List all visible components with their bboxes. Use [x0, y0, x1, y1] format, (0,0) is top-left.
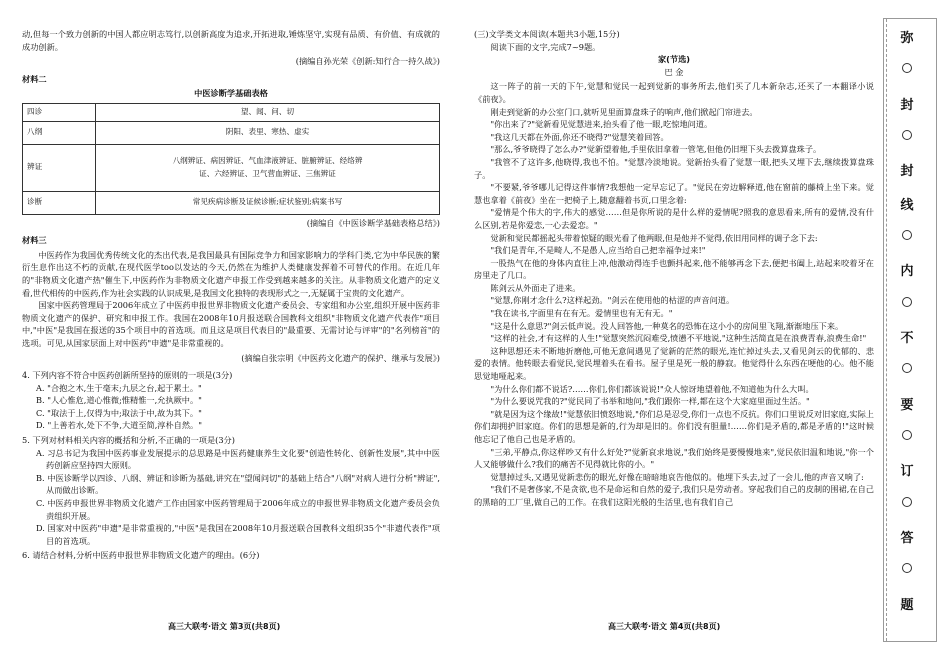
story-paragraph: 觉慧掉过头,又遇见觉新悲伤的眼光,好像在暗暗地哀告他似的。他埋下头去,过了一会儿,他的声音又响了:: [490, 471, 864, 482]
material-3-paragraph: 国家中医药管理局于2006年成立了中医药申报世界非物质文化遗产委员会、专家组和办公室,组织开展中医药非物质文化遗产的保护、研究和申报工作。我国在2008年10月报送联合国教科文组织"非物质文化遗产代表作"项目中,"中医"是我国在报送的35个项目中的首选项。而且这是项目代表目的"最重要、无需讨论与评审"的"名列榜首"的选项。可见,从国家层面上对中医药"申遗"是非常重视的。: [22, 300, 440, 348]
source-note-1: (摘编自孙光荣《创新:知行合一持久战》): [295, 56, 440, 67]
binding-char: 线: [900, 197, 914, 213]
binding-circle-icon: [902, 497, 912, 507]
source-note-3: (摘编自张宗明《中医药文化遗产的保护、继承与发展》): [241, 352, 440, 363]
table-row: [23, 121, 440, 144]
story-paragraph: "这样的社会,才有这样的人生!"觉慧突然沉闷难受,愤懑不平地说,"这种生活简直是在浪费青春,浪费生命!": [490, 333, 867, 344]
instruction-text: 阅读下面的文字,完成7~9题。: [490, 41, 601, 52]
table-row: [23, 191, 440, 214]
left-page-footer: 高三大联考·语文 第3页(共8页): [168, 622, 281, 631]
binding-char: 答: [900, 531, 914, 546]
story-paragraph: "我们是青年,不是畸人,不是愚人,应当给自己把幸福争过来!": [490, 245, 706, 256]
table-cell-value: 望、闻、问、切: [96, 103, 440, 121]
section-heading: (三)文学类文本阅读(本题共3小题,15分): [474, 29, 620, 39]
table-cell-key: 辨证: [23, 144, 96, 191]
story-paragraph: "爱情是个伟大的字,伟大的感觉……但是你所说的是什么样的爱情呢?照我的意思看来,所有的爱情,没有什么区别,若是你爱恋,一心去爱恋。": [474, 207, 874, 230]
binding-circle-icon: [902, 63, 912, 73]
source-note-2: (摘编自《中医诊断学基础表格总结》): [306, 217, 440, 228]
story-paragraph: "这是什么意思?"剑云低声说。没人回答他,一种莫名的恐怖在这小小的房间里飞翔,渐渐地压下来。: [490, 320, 844, 331]
story-title: 家(节选): [657, 54, 691, 65]
binding-circle-icon: [902, 430, 912, 440]
intro-paragraph: 动,但每一个致力创新的中国人都应明志笃行,以创新高度为追求,开拓进取,锤炼坚守,实现有品质、有价值、有成就的成功创新。: [22, 29, 440, 52]
story-body: [474, 80, 874, 508]
story-paragraph: 觉新和觉民都摇起头带着惊疑的眼光看了他两眼,但是他并不觉得,依旧用同样的调子念下去:: [490, 232, 818, 243]
table-title: 中医诊断学基础表格: [194, 88, 268, 99]
binding-char: 封: [900, 164, 914, 180]
material-3-paragraph: 中医药作为我国优秀传统文化的杰出代表,是我国最具有国际竞争力和国家影响力的学科门类,它为中华民族的繁衍生息作出这不朽的贡献,在现代医学too以发达的今天,仍然在为维护人类健康发挥着不可替代的作用。在近几年的"非物质文化遗产热"催生下,中医药作为非物质文化遗产申报工作受到越来越多的关注。从非物质文化遗产的定义看,世代相传的中医药,作为社会实践的认识成果,是我国文化独特的表现形式之一,无疑属于宝贵的文化遗产。: [22, 249, 440, 298]
binding-circle-icon: [902, 563, 912, 573]
binding-line: [886, 19, 887, 641]
table-row: [23, 144, 440, 191]
binding-char: 题: [900, 597, 914, 613]
table-row: [23, 103, 440, 121]
question-4: 4. 下列内容不符合中医药创新所坚持的原则的一项是(3分): [22, 370, 233, 381]
binding-circle-icon: [902, 363, 912, 373]
story-author: 巴 金: [664, 66, 684, 77]
binding-char: 弥: [900, 31, 914, 46]
question-4-option: B. "人心惟危,道心惟微;惟精惟一,允执厥中。": [36, 395, 202, 406]
story-paragraph: "那么,爷爷晓得了怎么办?"觉新望着他,手里依旧拿着一管笔,但他仍旧埋下头去拨算盘珠子。: [490, 144, 822, 155]
right-page-footer: 高三大联考·语文 第4页(共8页): [608, 622, 721, 631]
binding-circle-icon: [902, 130, 912, 140]
story-paragraph: 这种思想还未不断地折磨他,可他无意间遇见了觉新的茫然的眼光,连忙掉过头去,又看见剑云的优郁的、悲爱的表情。他转眼去看觉民,觉民埋着头在看书。屋子里是死一般的静寂。他觉得什么东西在哽他的心。他不能思觉地哑起来。: [474, 345, 874, 382]
table-cell-key: 诊断: [23, 191, 96, 214]
story-paragraph: 刚走到觉新的办公室门口,就听见里面算盘珠子的响声,他们掀起门帘进去。: [490, 106, 758, 117]
binding-circle-icon: [902, 230, 912, 240]
right-page: [474, 28, 874, 509]
table-cell-key: 八纲: [23, 121, 96, 144]
table-cell-value: 阴阳、表里、寒热、虚实: [96, 121, 440, 144]
question-5-option: C. 中医药申报世界非物质文化遗产工作由国家中医药管理局于2006年成立的申报世界非物质文化遗产委员会负责组织开展。: [36, 498, 440, 521]
binding-char: 封: [900, 97, 914, 113]
story-paragraph: "我们不是奢侈家,不是贪欲,也不是命运和自然的爱子,我们只是劳动者。穿起我们自己的皮制的围裙,在自己的黑暗的工厂里,做自己的工作。在我们这阳光般的生活里,也有我们自己: [474, 484, 874, 507]
story-paragraph: "三弟,平静点,你这样吵又有什么好处?"觉新哀求地说,"我们始终是要慢慢地来",觉民依旧温和地说,"你一个人又能够做什么?我们的痛苦不见得就比你的小。": [474, 446, 874, 470]
story-paragraph: "不要紧,爷爷哪儿记得这件事情?我想他一定早忘记了。"觉民在旁边解释道,他在窗前的藤椅上坐下来。觉慧也拿着《前夜》坐在一把椅子上,随意翻着书页,口里念着:: [474, 182, 874, 205]
question-4-option: C. "取法于上,仅得为中;取法于中,故为其下。": [36, 407, 202, 418]
binding-circle-icon: [902, 297, 912, 307]
story-paragraph: "为什么你们都不说话?……你们,你们都该说说!"众人惊讶地望着他,不知道他为什么大叫。: [490, 383, 814, 394]
question-5-option: A. 习总书记为我国中医药事业发展提示的总思路是中医药健康养生文化要"创造性转化、创新性发展",其中中医药创新应坚持四大原则。: [36, 447, 440, 471]
question-6: 6. 请结合材料,分析中医药申报世界非物质文化遗产的理由。(6分): [22, 550, 260, 561]
material-2-heading: 材料二: [22, 73, 47, 84]
story-paragraph: "我这几天都在外面,你还不晓得?"觉慧笑着回答。: [490, 131, 669, 142]
story-paragraph: "我管不了这许多,他晓得,我也不怕。"觉慧冷淡地说。觉新抬头看了觉慧一眼,把头又埋下去,继续拨算盘珠子。: [474, 156, 874, 180]
table-cell-key: 四诊: [23, 103, 96, 121]
story-paragraph: "你出来了?"觉新看见觉慧进来,抬头看了他一眼,吃惊地问道。: [490, 119, 713, 130]
story-paragraph: 一股热气在他的身体内直往上冲,他激动得连手也颤抖起来,他不能够再念下去,便把书阖上,站起来咬着牙在房里走了几口。: [474, 257, 874, 281]
question-4-option: A. "合抱之木,生于毫末;九层之台,起于累土。": [36, 382, 202, 393]
story-paragraph: "就是因为这个缘故!"觉慧依旧愤怒地说,"你们总是忍受,你们一点也不反抗。你们口里说反对旧家庭,实际上你们却拥护旧家庭。你们的思想是新的,行为却是旧的。你们没有胆量!……你们是矛盾的,都是矛盾的!"这时候他忘记了他自己也是矛盾的。: [474, 408, 874, 444]
table-cell-value: 常见疾病诊断及证候诊断;症状鉴别;病案书写: [96, 191, 440, 214]
binding-margin: [883, 18, 937, 642]
diagnosis-table: [22, 103, 440, 215]
material-3-heading: 材料三: [22, 235, 47, 246]
question-5: 5. 下列对材料相关内容的概括和分析,不正确的一项是(3分): [22, 435, 235, 446]
story-paragraph: 陈剑云从外面走了进来。: [490, 282, 581, 293]
table-cell-value: 八纲辨证、病因辨证、气血津液辨证、脏腑辨证、经络辨证、六经辨证、卫气营血辨证、三焦辨证: [96, 144, 440, 191]
binding-char: 要: [900, 397, 914, 413]
story-paragraph: "我在读书,字面里有在有无。爱情里也有无有无。": [490, 308, 673, 319]
question-5-option: D. 国家对中医药"申遗"是非常重视的,"中医"是我国在2008年10月报送联合国教科文组织35个"非遗代表作"项目的首选项。: [36, 523, 440, 546]
story-paragraph: "为什么要说咒我的?"觉民同了书举和地问,"我们跟你一样,都在这个大家庭里面过生活。": [490, 396, 810, 407]
binding-char: 订: [900, 464, 914, 480]
binding-char: 内: [900, 264, 914, 280]
binding-char: 不: [900, 331, 914, 346]
left-page: [22, 28, 440, 562]
question-5-option: B. 中医诊断学以四诊、八纲、辨证和诊断为基础,讲究在"望闻问切"的基础上结合"八纲"对病人进行分析"辨证",从而做出诊断。: [36, 472, 440, 496]
story-paragraph: 这一阵子的前一天的下午,觉慧和觉民一起到觉新的事务所去,他们买了几本新杂志,还买了一本翻译小说《前夜》。: [474, 81, 874, 104]
story-paragraph: "觉慧,你刚才念什么?这样起劲。"剑云在使用他的枯涩的声音问道。: [490, 295, 735, 306]
question-4-option: D. "上善若水,处下不争,大道至简,淳朴自然。": [36, 420, 203, 431]
